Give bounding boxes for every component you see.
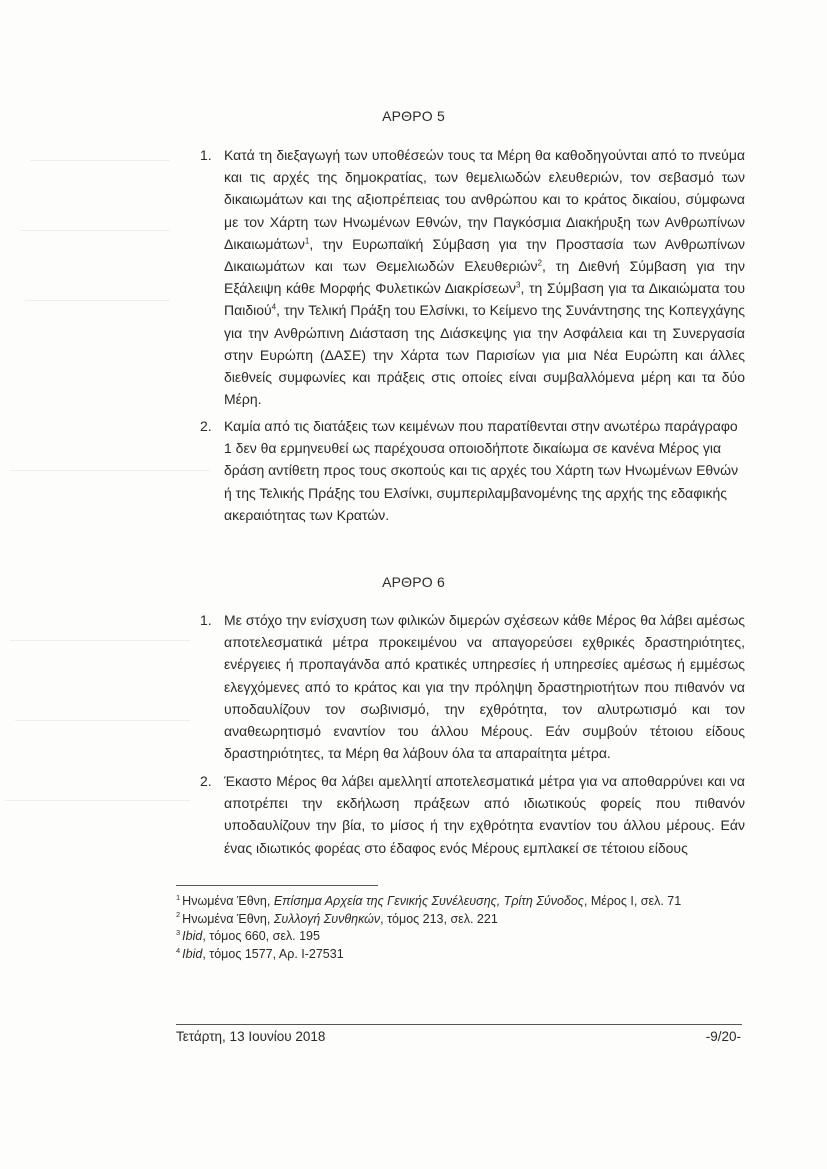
paragraph-text bbox=[224, 144, 745, 410]
footnote-ref[interactable]: 3 bbox=[516, 280, 521, 290]
scan-bleed bbox=[15, 720, 190, 721]
article-6-paragraph-2 bbox=[200, 770, 745, 859]
scan-bleed bbox=[25, 300, 170, 301]
footnote-ref[interactable]: 2 bbox=[537, 258, 542, 268]
text-segment: Κατά τη διεξαγωγή των υποθέσεών τους τα Μέρη θα καθοδηγούνται από το πνεύμα και τις αρχές της δημοκρατίας, των θεμελιωδών ελευθεριών, τον σεβασμό των δικαιωμάτων και της αξιοπρέπειας του ανθρώπου και το κράτος δικαίου, σύμφωνα με τον Χάρτη των Ηνωμένων Εθνών, την Παγκόσμια Διακήρυξη των Ανθρωπίνων Δικαιωμάτων bbox=[224, 147, 745, 252]
footnote-title: Ibid bbox=[182, 929, 203, 944]
text-segment: , τη Σύμβαση για τα Δικαιώματα του Παιδιού bbox=[224, 280, 745, 319]
footnote-mark: 3 bbox=[176, 928, 181, 938]
footer-separator bbox=[176, 1024, 742, 1025]
paragraph-number: 1. bbox=[200, 147, 212, 163]
footnote-item bbox=[176, 928, 736, 946]
footnote-item bbox=[176, 893, 736, 911]
footnotes bbox=[176, 893, 736, 963]
footnote-text: , τόμος 1577, Αρ. I-27531 bbox=[202, 946, 344, 961]
paragraph-text: Έκαστο Μέρος θα λάβει αμελλητί αποτελεσματικά μέτρα για να αποθαρρύνει και να αποτρέπει την εκδήλωση πράξεων από ιδιωτικούς φορείς που πιθανόν υποδαυλίζουν την βία, το μίσος ή την εχθρότητα εναντίον του άλλου μέρους. Εάν ένας ιδιωτικός φορέας στο έδαφος ενός Μέρους εμπλακεί σε τέτοιου είδους bbox=[224, 773, 745, 856]
scan-bleed bbox=[10, 640, 190, 641]
footnote-text: , Μέρος I, σελ. 71 bbox=[583, 894, 682, 908]
footnote-title: Επίσημα Αρχεία της Γενικής Συνέλευσης, Τρίτη Σύνοδος bbox=[273, 894, 584, 908]
footnote-mark: 1 bbox=[176, 892, 181, 902]
footnote-title: Συλλογή Συνθηκών bbox=[273, 911, 381, 926]
paragraph-text: Με στόχο την ενίσχυση των φιλικών διμερών σχέσεων κάθε Μέρος θα λάβει αμέσως αποτελεσματικά μέτρα προκειμένου να απαγορεύσει εχθρικές δραστηριότητες, ενέργειες ή προπαγάνδα από κρατικές υπηρεσίες ή υπηρεσίες αμέσως ή εμμέσως ελεγχόμενες από το κράτος και για την πρόληψη δραστηριοτήτων που πιθανόν να υποδαυλίζουν τον σωβινισμό, την εχθρότητα, τον αλυτρωτισμό και τον αναθεωρητισμό εναντίον του άλλου Μέρους. Εάν συμβούν τέτοιου είδους δραστηριότητες, τα Μέρη θα λάβουν όλα τα απαραίτητα μέτρα. bbox=[224, 612, 745, 762]
scan-bleed bbox=[5, 800, 190, 801]
scan-bleed bbox=[20, 230, 170, 231]
footnote-title: Ibid bbox=[182, 946, 203, 961]
footnote-text: , τόμος 660, σελ. 195 bbox=[202, 929, 320, 944]
footnote-ref[interactable]: 4 bbox=[271, 302, 277, 312]
footnote-text: Ηνωμένα Έθνη, bbox=[182, 911, 274, 926]
article-5-paragraph-1 bbox=[200, 144, 745, 410]
footnote-mark: 4 bbox=[176, 945, 181, 955]
paragraph-number: 2. bbox=[200, 773, 212, 789]
footnote-text: Ηνωμένα Έθνη, bbox=[182, 894, 274, 908]
text-segment: , την Τελική Πράξη του Ελσίνκι, το Κείμενο της Συνάντησης της Κοπεγχάγης για την Ανθρώπινη Διάσταση της Διάσκεψης για την Ασφάλεια και τη Συνεργασία στην Ευρώπη (ΔΑΣΕ) την Χάρτα των Παρισίων για μια Νέα Ευρώπη και άλλες διεθνείς συμφωνίες και πράξεις στις οποίες είναι συμβαλλόμενα μέρη και τα δύο Μέρη. bbox=[224, 302, 745, 408]
footnote-ref[interactable]: 1 bbox=[304, 236, 310, 246]
footnote-mark: 2 bbox=[176, 910, 181, 920]
footnote-item bbox=[176, 911, 736, 929]
footnote-separator bbox=[176, 885, 378, 886]
paragraph-number: 1. bbox=[200, 612, 212, 628]
footnote-item bbox=[176, 946, 736, 964]
page-number: -9/20- bbox=[705, 1029, 741, 1044]
scan-bleed bbox=[10, 470, 210, 471]
text-segment: , τη Διεθνή Σύμβαση για την Εξάλειψη κάθε Μορφής Φυλετικών Διακρίσεων bbox=[224, 258, 745, 297]
article-5-paragraph-2 bbox=[200, 415, 745, 526]
footer-date: Τετάρτη, 13 Ιουνίου 2018 bbox=[176, 1029, 326, 1044]
paragraph-text: Καμία από τις διατάξεις των κειμένων που παρατίθενται στην ανωτέρω παράγραφο 1 δεν θα ερμηνευθεί ως παρέχουσα οποιοδήποτε δικαίωμα σε κανένα Μέρος για δράση αντίθετη προς τους σκοπούς και τις αρχές του Χάρτη των Ηνωμένων Εθνών ή της Τελικής Πράξης του Ελσίνκι, συμπεριλαμβανομένης της αρχής της εδαφικής ακεραιότητας των Κρατών. bbox=[224, 418, 739, 523]
article-5-heading: ΑΡΘΡΟ 5 bbox=[382, 108, 445, 124]
paragraph-number: 2. bbox=[200, 418, 212, 434]
article-6-paragraph-1 bbox=[200, 609, 745, 764]
footnote-text: , τόμος 213, σελ. 221 bbox=[380, 911, 498, 926]
scan-bleed bbox=[30, 160, 170, 161]
article-6-heading: ΑΡΘΡΟ 6 bbox=[382, 574, 445, 590]
text-segment: , την Ευρωπαϊκή Σύμβαση για την Προστασία των Ανθρωπίνων Δικαιωμάτων και των Θεμελιωδών Ελευθεριών bbox=[224, 235, 745, 275]
